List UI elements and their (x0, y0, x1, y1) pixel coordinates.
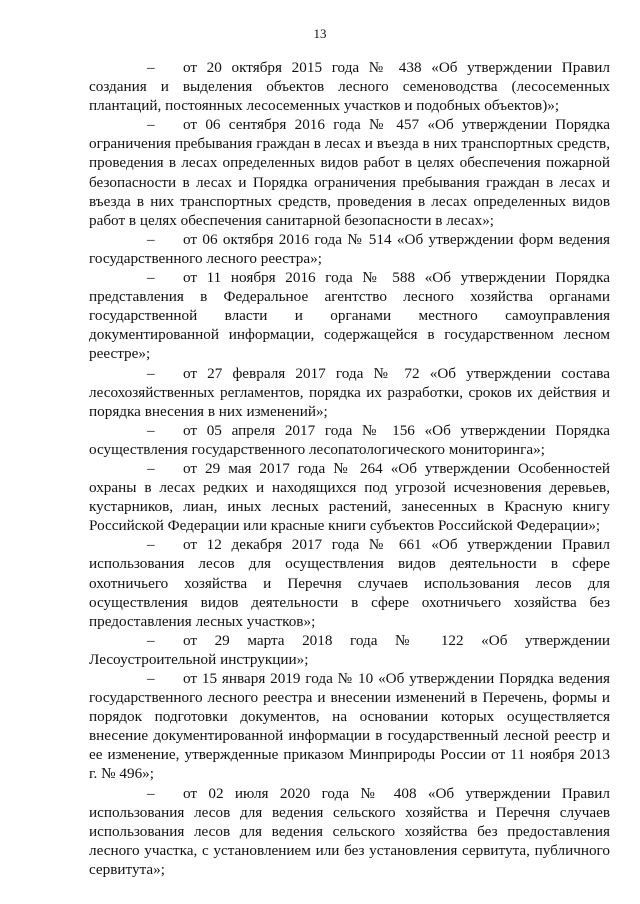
list-item-text: от 29 марта 2018 года № 122 «Об утверждении Лесоустроительной инструкции»; (89, 631, 610, 668)
dash-marker: – (147, 536, 155, 554)
list-item (89, 230, 610, 268)
list-item-text: от 29 мая 2017 года № 264 «Об утверждении Особенностей охраны в лесах редких и находящихся под угрозой исчезновения деревьев, кустарников, лиан, иных лесных растений, занесенных в Красную книгу Российской Федерации или красные книги субъектов Российской Федерации»; (89, 459, 610, 535)
page-number: 13 (313, 26, 327, 41)
dash-marker: – (147, 230, 155, 248)
list-item (89, 669, 610, 784)
list-item (89, 421, 610, 459)
dash-marker: – (147, 631, 155, 649)
list-item-text: от 02 июля 2020 года № 408 «Об утверждении Правил использования лесов для ведения сельского хозяйства и Перечня случаев использования лесов для ведения сельского хозяйства без предоставления лесного участка, с установлением или без установления сервитута, публичного сервитута»; (89, 784, 610, 878)
list-item (89, 364, 610, 421)
list-item (89, 784, 610, 879)
list-item (89, 268, 610, 363)
list-item-text: от 12 декабря 2017 года № 661 «Об утверждении Правил использования лесов для осуществления видов деятельности в сфере охотничьего хозяйства и Перечня случаев использования лесов для осуществления видов деятельности в сфере охотничьего хозяйства без предоставления лесных участков»; (89, 536, 610, 630)
dash-marker: – (147, 59, 155, 76)
dash-marker: – (147, 269, 155, 287)
list-item (89, 115, 610, 230)
list-item-text: от 27 февраля 2017 года № 72 «Об утверждении состава лесохозяйственных регламентов, порядка их разработки, сроков их действия и порядка внесения в них изменений»; (89, 364, 610, 420)
dash-marker: – (147, 364, 155, 382)
dash-marker: – (147, 459, 155, 477)
list-item-text: от 15 января 2019 года № 10 «Об утверждении Порядка ведения государственного лесного реестра и внесении изменений в Перечень, формы и порядок подготовки документов, на основании которых осуществляется внесение документированной информации в государственный лесной реестр и ее изменение, утвержденные приказом Минприроды России от 11 ноября 2013 г. № 496»; (89, 670, 610, 783)
list-item-text: от 06 сентября 2016 года № 457 «Об утверждении Порядка ограничения пребывания граждан в лесах и въезда в них транспортных средств, проведения в лесах определенных видов работ в целях обеспечения пожарной безопасности в лесах и Порядка ограничения пребывания граждан в лесах и въезда в них транспортных средств, проведения в лесах определенных видов работ в целях обеспечения санитарной безопасности в лесах»; (89, 116, 610, 229)
dash-marker: – (147, 784, 155, 802)
list-item-text: от 06 октября 2016 года № 514 «Об утверждении форм ведения государственного лесного реестра»; (89, 230, 610, 267)
order-list (89, 58, 610, 879)
dash-marker: – (147, 116, 155, 134)
list-item (89, 58, 610, 115)
list-item (89, 459, 610, 535)
list-item-text: от 20 октября 2015 года № 438 «Об утверждении Правил создания и выделения объектов лесного семеноводства (лесосеменных плантаций, постоянных лесосеменных участков и подобных объектов)»; (89, 59, 610, 115)
list-item (89, 535, 610, 630)
list-item-text: от 11 ноября 2016 года № 588 «Об утверждении Порядка представления в Федеральное агентство лесного хозяйства органами государственной власти и органами местного самоуправления документированной информации, содержащейся в государственном лесном реестре»; (89, 269, 610, 363)
list-item-text: от 05 апреля 2017 года № 156 «Об утверждении Порядка осуществления государственного лесопатологического мониторинга»; (89, 421, 610, 458)
dash-marker: – (147, 670, 155, 687)
dash-marker: – (147, 421, 155, 439)
list-item (89, 631, 610, 669)
